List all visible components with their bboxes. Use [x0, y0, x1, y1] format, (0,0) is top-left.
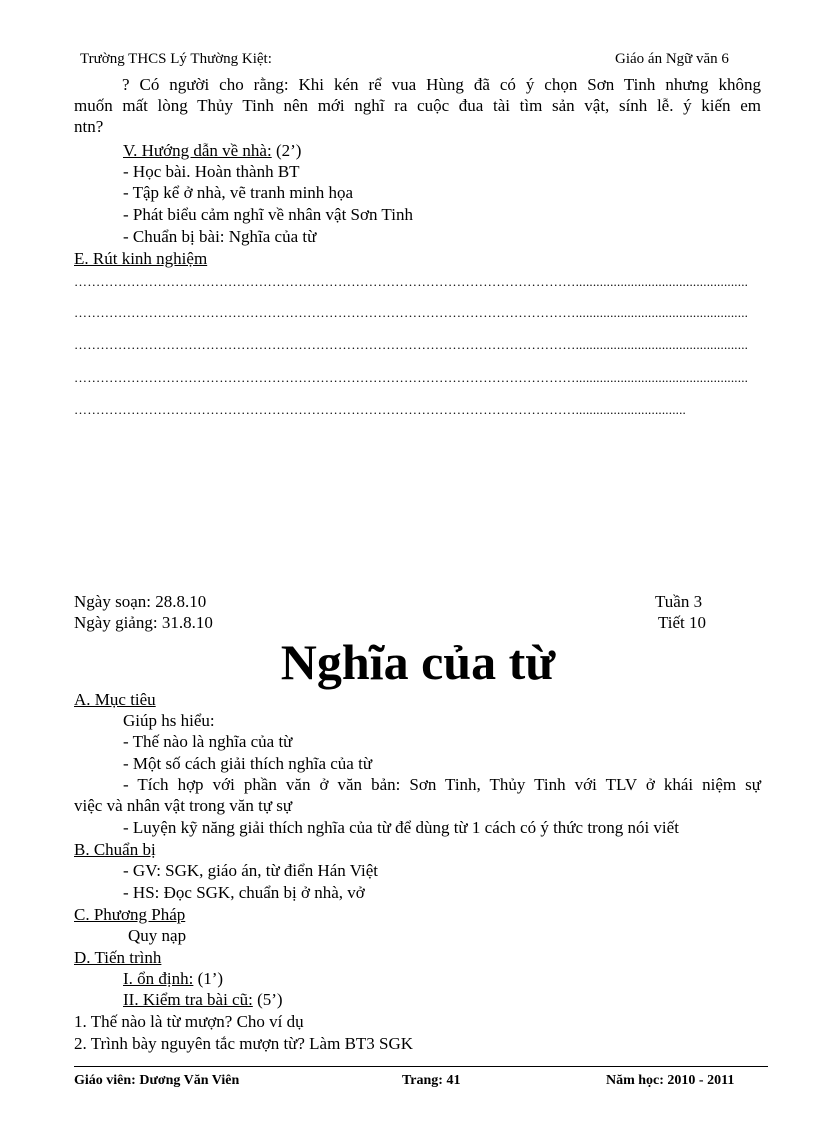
homework-heading: V. Hướng dẫn về nhà: (2’): [123, 141, 302, 160]
preparation-item: - HS: Đọc SGK, chuẩn bị ở nhà, vở: [123, 883, 365, 902]
method-heading: C. Phương Pháp: [74, 905, 186, 924]
header-subject: Giáo án Ngữ văn 6: [615, 51, 729, 67]
homework-item: - Phát biểu cảm nghĩ về nhân vật Sơn Tinh: [123, 205, 413, 224]
header-school: Trường THCS Lý Thường Kiệt:: [80, 51, 272, 67]
footer-teacher: Giáo viên: Dương Văn Viên: [74, 1073, 240, 1088]
preparation-heading: B. Chuẩn bị: [74, 840, 156, 859]
question-line-2: muốn mất lòng Thủy Tinh nên mới nghĩ ra cuộc đua tài tìm sản vật, sính lễ. ý kiến em: [74, 96, 761, 115]
objectives-heading: A. Mục tiêu: [74, 690, 156, 709]
review-question: 2. Trình bày nguyên tắc mượn từ? Làm BT3 SGK: [74, 1034, 414, 1053]
objective-skill: - Luyện kỹ năng giải thích nghĩa của từ để dùng từ 1 cách có ý thức trong nói viết: [123, 818, 679, 837]
dotted-line: ……………………………………………………………………………………………………................................: [74, 402, 686, 417]
question-line-3: ntn?: [74, 117, 104, 136]
objective-item: - Một số cách giải thích nghĩa của từ: [123, 754, 373, 773]
objectives-intro: Giúp hs hiểu:: [123, 711, 215, 730]
method: Quy nạp: [128, 926, 187, 945]
review-heading: E. Rút kinh nghiệm: [74, 249, 208, 268]
review-question: 1. Thế nào là từ mượn? Cho ví dụ: [74, 1012, 304, 1031]
objective-integration-line-2: việc và nhân vật trong văn tự sự: [74, 796, 293, 815]
homework-item: - Học bài. Hoàn thành BT: [123, 162, 300, 181]
footer-school-year: Năm học: 2010 - 2011: [606, 1073, 735, 1088]
lesson-title: Nghĩa của từ: [280, 634, 556, 690]
dotted-line: ……………………………………………………………………………………………………..................................................: [74, 305, 749, 320]
step2-heading: II. Kiểm tra bài cũ: (5’): [123, 990, 283, 1009]
date-taught: Ngày giảng: 31.8.10: [74, 613, 213, 632]
homework-item: - Chuẩn bị bài: Nghĩa của từ: [123, 227, 317, 246]
footer-divider: [74, 1066, 768, 1067]
dotted-line: ……………………………………………………………………………………………………..................................................: [74, 337, 749, 352]
objective-item: - Thế nào là nghĩa của từ: [123, 732, 293, 751]
homework-item: - Tập kể ở nhà, vẽ tranh minh họa: [123, 183, 354, 202]
process-heading: D. Tiến trình: [74, 948, 162, 967]
question-line-1: ? Có người cho rằng: Khi kén rể vua Hùng đã có ý chọn Sơn Tinh nhưng không: [122, 75, 761, 94]
week: Tuần 3: [655, 592, 703, 611]
preparation-item: - GV: SGK, giáo án, từ điển Hán Việt: [123, 861, 378, 880]
footer-page: Trang: 41: [402, 1073, 461, 1088]
dotted-line: ……………………………………………………………………………………………………..................................................: [74, 274, 749, 289]
step1-heading: I. ổn định: (1’): [123, 969, 224, 988]
dotted-line: ……………………………………………………………………………………………………..................................................: [74, 370, 749, 385]
date-prepared: Ngày soạn: 28.8.10: [74, 592, 207, 611]
period: Tiết 10: [658, 613, 707, 632]
objective-integration-line-1: - Tích hợp với phần văn ở văn bản: Sơn Tinh, Thủy Tinh với TLV ở khái niệm sự: [123, 775, 761, 794]
